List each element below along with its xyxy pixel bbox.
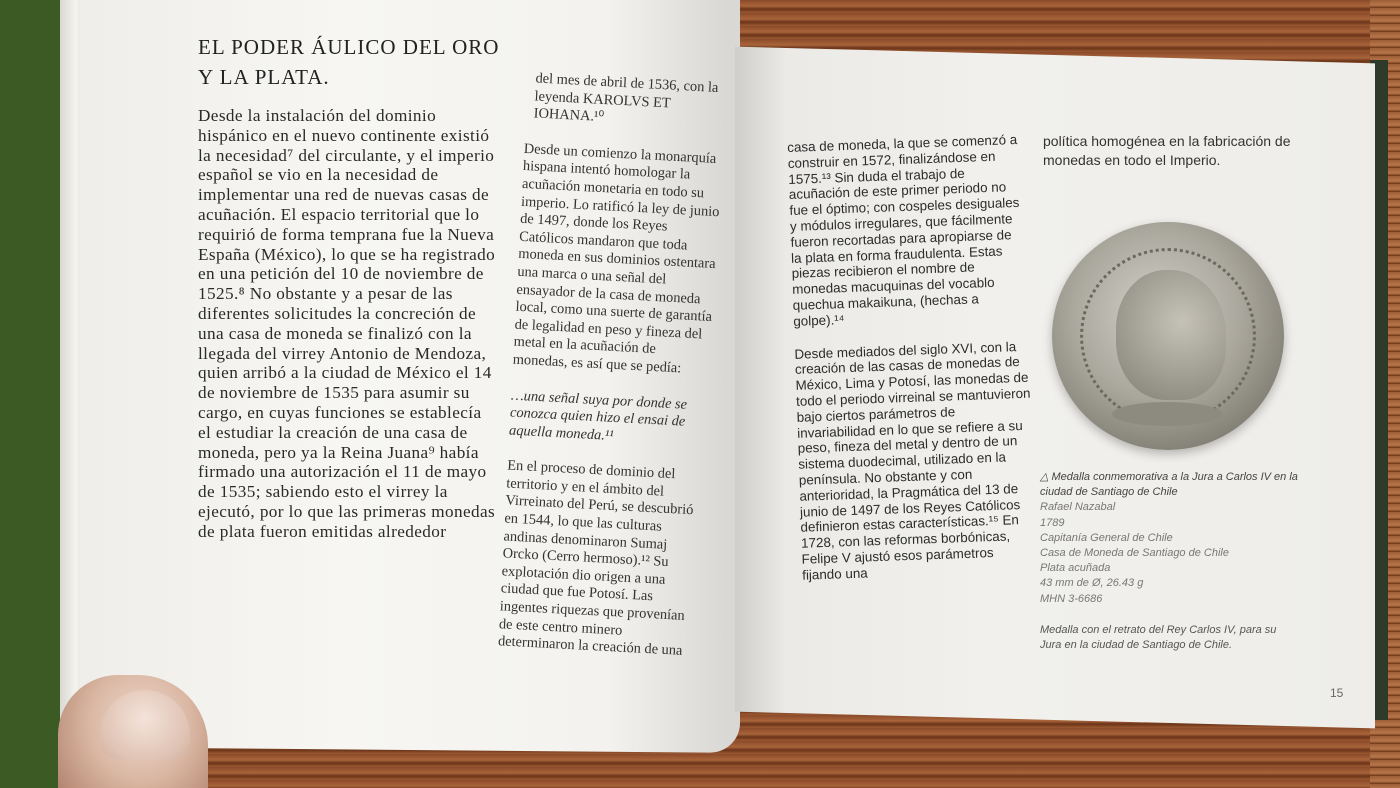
caption-detail-size: 43 mm de Ø, 26.43 g: [1040, 577, 1144, 590]
body-column-2: [497, 70, 728, 679]
body-column-4: política homogénea en la fabricación de monedas en todo el Imperio.: [1043, 133, 1291, 168]
medal-image: [1052, 222, 1284, 450]
body-column-1: Desde la instalación del dominio hispánico en el nuevo continente existió la necesidad⁷ del circulante, y el imperio español se vio en la necesidad de implementar una red de nuevas casas de acuñación. El espacio territorial que lo requirió de forma temprana fue la Nueva España (México), lo que se ha registrado en una petición del 10 de noviembre de 1525.⁸ No obstante y a pesar de las diferentes solicitudes la concreción de una casa de moneda se finalizó con la llegada del virrey Antonio de Mendoza, quien arribó a la ciudad de México el 14 de noviembre de 1535 para asumir su cargo, en cuyas funciones se establecía el estudiar la creación de una casa de moneda, pero ya la Reina Juana⁹ había firmado una autorización el 11 de mayo de 1535; sabiendo esto el virrey la ejecutó, por lo que las primeras monedas de plata fueron emitidas alrededor: [198, 106, 496, 541]
image-caption: [1040, 470, 1300, 653]
medal-bust-base: [1112, 402, 1222, 426]
section-title: EL PODER ÁULICO DEL ORO Y LA PLATA.: [198, 35, 500, 89]
body-column-3: [787, 132, 1038, 600]
col2-quote: …una señal suya por donde se conozca quien hizo el ensai de aquella moneda.¹¹: [508, 387, 688, 444]
caption-note: Medalla con el retrato del Rey Carlos IV, para su Jura en la ciudad de Santiago de Chile.: [1040, 623, 1277, 652]
medal-portrait: [1116, 270, 1226, 400]
col2-continuation: del mes de abril de 1536, con la leyenda KAROLVS ET IOHANA.¹⁰: [533, 70, 719, 126]
col3-paragraph-1: casa de moneda, la que se comenzó a construir en 1572, finalizándose en 1575.¹³ Sin duda el trabajo de acuñación de este primer periodo no fue el óptimo; con cospeles desiguales y módulos irregulares, que fácilmente fueron recortadas para apropiarse de la plata en forma fraudulenta. Estas piezas recibieron el nombre de monedas macuquinas del vocablo quechua makaikuna, (hechas a golpe).¹⁴: [787, 131, 1020, 329]
caption-detail-mint: Casa de Moneda de Santiago de Chile: [1040, 547, 1229, 560]
col3-paragraph-2: Desde mediados del siglo XVI, con la creación de las casas de monedas de México, Lima y Potosí, las monedas de todo el periodo virreinal se mantuvieron bajo ciertos parámetros de invariabilidad en lo que se refiere a su peso, fineza del metal y dentro de un sistema duodecimal, utilizado en la península. No obstante y con anterioridad, la Pragmática del 13 de junio de 1497 de los Reyes Católicos definieron estas características.¹⁵ En 1728, con las reformas borbónicas, Felipe V ajustó esos parámetros fijando una: [794, 338, 1031, 583]
col2-paragraph-1: Desde un comienzo la monarquía hispana intentó homologar la acuñación monetaria en todo su imperio. Lo ratificó la ley de junio de 1497, donde los Reyes Católicos mandaron que toda moneda en sus dominios ostentara una marca o una señal del ensayador de la casa de moneda local, como una suerte de garantía de legalidad en peso y fineza del metal en la acuñación de monedas, es así que se pedía:: [512, 140, 720, 377]
caption-detail-author: Rafael Nazabal: [1040, 501, 1116, 514]
caption-detail-year: 1789: [1040, 516, 1065, 529]
caption-detail-id: MHN 3-6686: [1040, 592, 1103, 605]
caption-detail-material: Plata acuñada: [1040, 562, 1111, 575]
caption-detail-origin: Capitanía General de Chile: [1040, 531, 1173, 544]
page-number: 15: [1330, 686, 1344, 700]
col2-paragraph-2: En el proceso de dominio del territorio y en el ámbito del Virreinato del Perú, se descubrió en 1544, lo que las culturas andinas denominaron Sumaj Orcko (Cerro hermoso).¹² Su explotación dio origen a una ciudad que fue Potosí. Las ingentes riquezas que provenían de este centro minero determinaron la creación de una: [497, 457, 694, 660]
caption-title: △ Medalla conmemorativa a la Jura a Carlos IV en la ciudad de Santiago de Chile: [1040, 471, 1298, 499]
